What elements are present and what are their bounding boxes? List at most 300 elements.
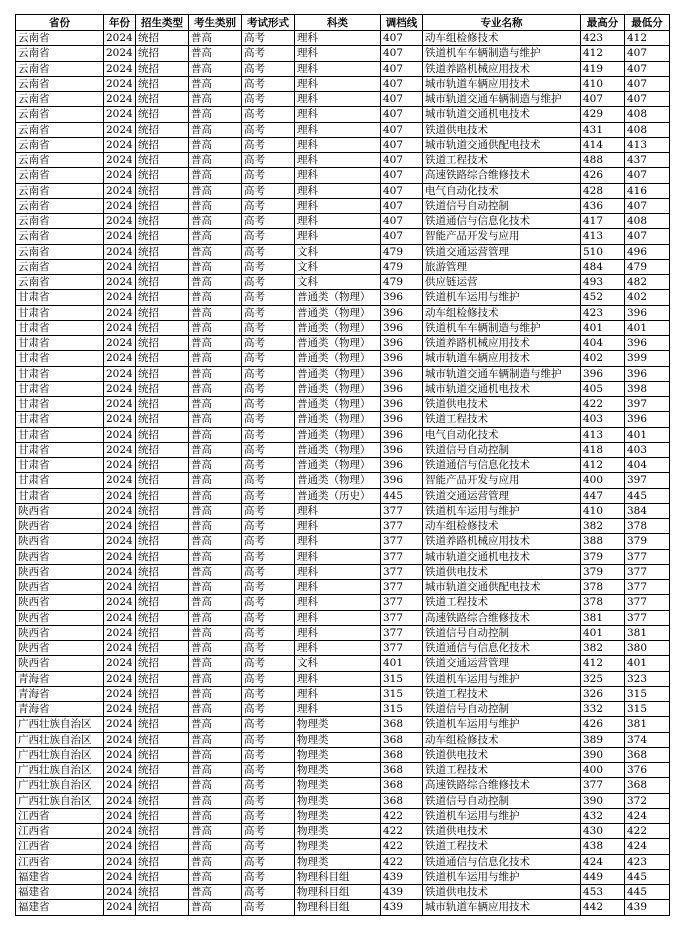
cell-min-score: 407 <box>625 92 670 107</box>
cell-min-score: 408 <box>625 122 670 137</box>
cell-min-score: 376 <box>625 763 670 778</box>
cell-major-name: 城市轨道交通机电技术 <box>423 549 581 564</box>
cell-student-category: 普高 <box>189 290 242 305</box>
cell-subject-track: 普通类（物理） <box>295 458 381 473</box>
cell-enrollment-type: 统招 <box>136 259 189 274</box>
cell-cutoff-line: 407 <box>381 168 423 183</box>
cell-min-score: 379 <box>625 534 670 549</box>
cell-enrollment-type: 统招 <box>136 519 189 534</box>
cell-exam-form: 高考 <box>242 336 295 351</box>
cell-max-score: 325 <box>581 671 625 686</box>
cell-cutoff-line: 377 <box>381 625 423 640</box>
cell-student-category: 普高 <box>189 351 242 366</box>
cell-max-score: 389 <box>581 732 625 747</box>
cell-major-name: 铁道通信与信息化技术 <box>423 214 581 229</box>
cell-max-score: 410 <box>581 76 625 91</box>
cell-min-score: 445 <box>625 869 670 884</box>
cell-year: 2024 <box>104 259 136 274</box>
cell-exam-form: 高考 <box>242 473 295 488</box>
cell-student-category: 普高 <box>189 808 242 823</box>
cell-province: 甘肃省 <box>16 458 104 473</box>
header-max-score: 最高分 <box>581 15 625 31</box>
cell-year: 2024 <box>104 458 136 473</box>
cell-exam-form: 高考 <box>242 168 295 183</box>
cell-enrollment-type: 统招 <box>136 671 189 686</box>
cell-max-score: 413 <box>581 229 625 244</box>
cell-student-category: 普高 <box>189 839 242 854</box>
header-major-name: 专业名称 <box>423 15 581 31</box>
cell-subject-track: 理科 <box>295 229 381 244</box>
cell-year: 2024 <box>104 305 136 320</box>
cell-cutoff-line: 439 <box>381 869 423 884</box>
cell-cutoff-line: 396 <box>381 442 423 457</box>
cell-student-category: 普高 <box>189 198 242 213</box>
cell-enrollment-type: 统招 <box>136 290 189 305</box>
cell-exam-form: 高考 <box>242 76 295 91</box>
cell-subject-track: 物理科目组 <box>295 900 381 915</box>
cell-major-name: 铁道养路机械应用技术 <box>423 336 581 351</box>
cell-enrollment-type: 统招 <box>136 808 189 823</box>
cell-province: 江西省 <box>16 808 104 823</box>
cell-province: 福建省 <box>16 885 104 900</box>
cell-student-category: 普高 <box>189 46 242 61</box>
cell-max-score: 449 <box>581 869 625 884</box>
cell-subject-track: 理科 <box>295 564 381 579</box>
table-row <box>16 366 670 381</box>
cell-exam-form: 高考 <box>242 641 295 656</box>
cell-year: 2024 <box>104 46 136 61</box>
cell-min-score: 399 <box>625 351 670 366</box>
cell-cutoff-line: 377 <box>381 564 423 579</box>
cell-student-category: 普高 <box>189 473 242 488</box>
cell-cutoff-line: 407 <box>381 214 423 229</box>
cell-student-category: 普高 <box>189 442 242 457</box>
cell-enrollment-type: 统招 <box>136 61 189 76</box>
cell-major-name: 铁道机车车辆制造与维护 <box>423 46 581 61</box>
cell-province: 云南省 <box>16 275 104 290</box>
header-min-score: 最低分 <box>625 15 670 31</box>
cell-enrollment-type: 统招 <box>136 824 189 839</box>
cell-subject-track: 理科 <box>295 549 381 564</box>
cell-year: 2024 <box>104 610 136 625</box>
cell-subject-track: 理科 <box>295 625 381 640</box>
cell-exam-form: 高考 <box>242 564 295 579</box>
cell-exam-form: 高考 <box>242 732 295 747</box>
cell-student-category: 普高 <box>189 168 242 183</box>
cell-year: 2024 <box>104 381 136 396</box>
cell-major-name: 动车组检修技术 <box>423 732 581 747</box>
cell-subject-track: 物理类 <box>295 763 381 778</box>
table-row <box>16 320 670 335</box>
cell-major-name: 铁道交通运营管理 <box>423 244 581 259</box>
cell-major-name: 动车组检修技术 <box>423 31 581 46</box>
cell-year: 2024 <box>104 869 136 884</box>
cell-max-score: 412 <box>581 656 625 671</box>
cell-cutoff-line: 377 <box>381 519 423 534</box>
cell-subject-track: 理科 <box>295 671 381 686</box>
cell-province: 甘肃省 <box>16 366 104 381</box>
cell-subject-track: 理科 <box>295 641 381 656</box>
cell-cutoff-line: 407 <box>381 122 423 137</box>
cell-student-category: 普高 <box>189 854 242 869</box>
cell-major-name: 铁道机车车辆制造与维护 <box>423 320 581 335</box>
cell-year: 2024 <box>104 885 136 900</box>
table-row <box>16 656 670 671</box>
table-row <box>16 92 670 107</box>
cell-subject-track: 理科 <box>295 183 381 198</box>
cell-cutoff-line: 396 <box>381 351 423 366</box>
table-row <box>16 519 670 534</box>
cell-exam-form: 高考 <box>242 625 295 640</box>
cell-exam-form: 高考 <box>242 442 295 457</box>
cell-student-category: 普高 <box>189 534 242 549</box>
cell-cutoff-line: 368 <box>381 717 423 732</box>
cell-year: 2024 <box>104 137 136 152</box>
cell-enrollment-type: 统招 <box>136 229 189 244</box>
cell-major-name: 铁道通信与信息化技术 <box>423 854 581 869</box>
cell-major-name: 电气自动化技术 <box>423 427 581 442</box>
cell-student-category: 普高 <box>189 503 242 518</box>
table-row <box>16 427 670 442</box>
cell-max-score: 405 <box>581 381 625 396</box>
table-row <box>16 854 670 869</box>
table-row <box>16 61 670 76</box>
cell-province: 江西省 <box>16 839 104 854</box>
cell-max-score: 423 <box>581 305 625 320</box>
cell-max-score: 402 <box>581 351 625 366</box>
cell-province: 云南省 <box>16 198 104 213</box>
cell-year: 2024 <box>104 473 136 488</box>
cell-enrollment-type: 统招 <box>136 137 189 152</box>
cell-exam-form: 高考 <box>242 92 295 107</box>
cell-province: 甘肃省 <box>16 290 104 305</box>
cell-year: 2024 <box>104 198 136 213</box>
cell-major-name: 铁道工程技术 <box>423 153 581 168</box>
cell-province: 甘肃省 <box>16 427 104 442</box>
table-row <box>16 747 670 762</box>
cell-min-score: 479 <box>625 259 670 274</box>
table-row <box>16 137 670 152</box>
cell-max-score: 400 <box>581 763 625 778</box>
cell-max-score: 378 <box>581 595 625 610</box>
cell-exam-form: 高考 <box>242 259 295 274</box>
cell-cutoff-line: 396 <box>381 336 423 351</box>
cell-student-category: 普高 <box>189 778 242 793</box>
cell-province: 云南省 <box>16 183 104 198</box>
cell-min-score: 403 <box>625 442 670 457</box>
cell-cutoff-line: 368 <box>381 793 423 808</box>
cell-exam-form: 高考 <box>242 503 295 518</box>
cell-subject-track: 物理类 <box>295 839 381 854</box>
admission-scores-table <box>15 14 670 916</box>
cell-subject-track: 普通类（物理） <box>295 290 381 305</box>
cell-year: 2024 <box>104 702 136 717</box>
table-row <box>16 259 670 274</box>
cell-year: 2024 <box>104 854 136 869</box>
table-row <box>16 503 670 518</box>
cell-min-score: 445 <box>625 885 670 900</box>
cell-province: 陕西省 <box>16 564 104 579</box>
cell-max-score: 379 <box>581 549 625 564</box>
cell-subject-track: 理科 <box>295 153 381 168</box>
cell-major-name: 铁道养路机械应用技术 <box>423 534 581 549</box>
cell-year: 2024 <box>104 366 136 381</box>
cell-cutoff-line: 396 <box>381 320 423 335</box>
cell-enrollment-type: 统招 <box>136 473 189 488</box>
cell-enrollment-type: 统招 <box>136 320 189 335</box>
cell-year: 2024 <box>104 61 136 76</box>
cell-enrollment-type: 统招 <box>136 92 189 107</box>
cell-cutoff-line: 407 <box>381 198 423 213</box>
cell-province: 云南省 <box>16 76 104 91</box>
cell-exam-form: 高考 <box>242 778 295 793</box>
cell-exam-form: 高考 <box>242 137 295 152</box>
cell-student-category: 普高 <box>189 336 242 351</box>
cell-min-score: 422 <box>625 824 670 839</box>
table-row <box>16 305 670 320</box>
cell-subject-track: 文科 <box>295 244 381 259</box>
cell-year: 2024 <box>104 824 136 839</box>
cell-min-score: 496 <box>625 244 670 259</box>
cell-province: 云南省 <box>16 244 104 259</box>
cell-student-category: 普高 <box>189 183 242 198</box>
cell-max-score: 510 <box>581 244 625 259</box>
cell-enrollment-type: 统招 <box>136 488 189 503</box>
cell-province: 甘肃省 <box>16 305 104 320</box>
cell-province: 陕西省 <box>16 610 104 625</box>
cell-exam-form: 高考 <box>242 198 295 213</box>
cell-max-score: 488 <box>581 153 625 168</box>
cell-max-score: 422 <box>581 397 625 412</box>
table-row <box>16 671 670 686</box>
cell-max-score: 417 <box>581 214 625 229</box>
cell-province: 甘肃省 <box>16 336 104 351</box>
cell-max-score: 412 <box>581 46 625 61</box>
cell-province: 云南省 <box>16 61 104 76</box>
cell-province: 甘肃省 <box>16 320 104 335</box>
cell-year: 2024 <box>104 397 136 412</box>
cell-enrollment-type: 统招 <box>136 839 189 854</box>
cell-year: 2024 <box>104 671 136 686</box>
cell-year: 2024 <box>104 534 136 549</box>
cell-student-category: 普高 <box>189 92 242 107</box>
cell-exam-form: 高考 <box>242 107 295 122</box>
cell-year: 2024 <box>104 808 136 823</box>
cell-major-name: 铁道供电技术 <box>423 824 581 839</box>
table-row <box>16 549 670 564</box>
cell-subject-track: 物理类 <box>295 747 381 762</box>
cell-student-category: 普高 <box>189 320 242 335</box>
cell-student-category: 普高 <box>189 519 242 534</box>
cell-province: 青海省 <box>16 671 104 686</box>
cell-min-score: 381 <box>625 625 670 640</box>
cell-min-score: 384 <box>625 503 670 518</box>
table-row <box>16 107 670 122</box>
cell-min-score: 482 <box>625 275 670 290</box>
cell-min-score: 323 <box>625 671 670 686</box>
cell-enrollment-type: 统招 <box>136 381 189 396</box>
cell-cutoff-line: 479 <box>381 244 423 259</box>
cell-cutoff-line: 422 <box>381 854 423 869</box>
cell-year: 2024 <box>104 839 136 854</box>
cell-exam-form: 高考 <box>242 519 295 534</box>
cell-enrollment-type: 统招 <box>136 397 189 412</box>
cell-subject-track: 物理类 <box>295 778 381 793</box>
cell-province: 青海省 <box>16 702 104 717</box>
cell-subject-track: 理科 <box>295 198 381 213</box>
cell-province: 广西壮族自治区 <box>16 778 104 793</box>
cell-year: 2024 <box>104 595 136 610</box>
cell-student-category: 普高 <box>189 580 242 595</box>
table-row <box>16 625 670 640</box>
cell-cutoff-line: 401 <box>381 656 423 671</box>
cell-province: 云南省 <box>16 46 104 61</box>
cell-min-score: 437 <box>625 153 670 168</box>
table-row <box>16 412 670 427</box>
table-row <box>16 244 670 259</box>
cell-province: 陕西省 <box>16 549 104 564</box>
cell-exam-form: 高考 <box>242 656 295 671</box>
cell-min-score: 377 <box>625 564 670 579</box>
cell-province: 云南省 <box>16 137 104 152</box>
cell-subject-track: 物理类 <box>295 854 381 869</box>
cell-province: 广西壮族自治区 <box>16 717 104 732</box>
table-row <box>16 31 670 46</box>
cell-min-score: 416 <box>625 183 670 198</box>
cell-province: 江西省 <box>16 854 104 869</box>
table-row <box>16 46 670 61</box>
cell-student-category: 普高 <box>189 397 242 412</box>
table-row <box>16 122 670 137</box>
header-student-category: 考生类别 <box>189 15 242 31</box>
cell-max-score: 413 <box>581 427 625 442</box>
cell-cutoff-line: 368 <box>381 747 423 762</box>
cell-province: 甘肃省 <box>16 381 104 396</box>
cell-year: 2024 <box>104 229 136 244</box>
cell-subject-track: 物理类 <box>295 824 381 839</box>
cell-max-score: 379 <box>581 564 625 579</box>
cell-student-category: 普高 <box>189 137 242 152</box>
cell-subject-track: 普通类（物理） <box>295 336 381 351</box>
cell-exam-form: 高考 <box>242 366 295 381</box>
cell-max-score: 424 <box>581 854 625 869</box>
cell-student-category: 普高 <box>189 259 242 274</box>
cell-cutoff-line: 422 <box>381 824 423 839</box>
header-subject-track: 科类 <box>295 15 381 31</box>
cell-cutoff-line: 407 <box>381 76 423 91</box>
cell-max-score: 493 <box>581 275 625 290</box>
cell-exam-form: 高考 <box>242 320 295 335</box>
cell-cutoff-line: 396 <box>381 427 423 442</box>
cell-subject-track: 理科 <box>295 519 381 534</box>
cell-major-name: 铁道机车运用与维护 <box>423 290 581 305</box>
cell-exam-form: 高考 <box>242 412 295 427</box>
cell-year: 2024 <box>104 153 136 168</box>
cell-student-category: 普高 <box>189 427 242 442</box>
header-exam-form: 考试形式 <box>242 15 295 31</box>
cell-student-category: 普高 <box>189 549 242 564</box>
cell-province: 云南省 <box>16 31 104 46</box>
table-row <box>16 488 670 503</box>
cell-cutoff-line: 439 <box>381 885 423 900</box>
cell-max-score: 412 <box>581 458 625 473</box>
table-row <box>16 808 670 823</box>
cell-max-score: 326 <box>581 686 625 701</box>
table-row <box>16 641 670 656</box>
cell-enrollment-type: 统招 <box>136 656 189 671</box>
cell-major-name: 供应链运营 <box>423 275 581 290</box>
cell-max-score: 378 <box>581 580 625 595</box>
cell-exam-form: 高考 <box>242 595 295 610</box>
cell-subject-track: 理科 <box>295 107 381 122</box>
cell-student-category: 普高 <box>189 229 242 244</box>
table-row <box>16 275 670 290</box>
cell-major-name: 铁道工程技术 <box>423 839 581 854</box>
cell-major-name: 铁道机车运用与维护 <box>423 717 581 732</box>
cell-major-name: 动车组检修技术 <box>423 305 581 320</box>
cell-major-name: 铁道机车运用与维护 <box>423 503 581 518</box>
cell-major-name: 城市轨道交通供配电技术 <box>423 137 581 152</box>
cell-cutoff-line: 396 <box>381 381 423 396</box>
table-row <box>16 885 670 900</box>
cell-exam-form: 高考 <box>242 610 295 625</box>
cell-min-score: 377 <box>625 549 670 564</box>
cell-min-score: 368 <box>625 747 670 762</box>
cell-enrollment-type: 统招 <box>136 168 189 183</box>
cell-subject-track: 理科 <box>295 503 381 518</box>
cell-subject-track: 理科 <box>295 534 381 549</box>
cell-exam-form: 高考 <box>242 900 295 915</box>
cell-max-score: 484 <box>581 259 625 274</box>
cell-exam-form: 高考 <box>242 305 295 320</box>
cell-enrollment-type: 统招 <box>136 122 189 137</box>
cell-subject-track: 普通类（物理） <box>295 427 381 442</box>
cell-exam-form: 高考 <box>242 244 295 259</box>
cell-province: 陕西省 <box>16 641 104 656</box>
cell-enrollment-type: 统招 <box>136 717 189 732</box>
table-row <box>16 824 670 839</box>
cell-year: 2024 <box>104 351 136 366</box>
cell-min-score: 368 <box>625 778 670 793</box>
cell-major-name: 铁道信号自动控制 <box>423 793 581 808</box>
cell-province: 云南省 <box>16 122 104 137</box>
cell-min-score: 439 <box>625 900 670 915</box>
cell-province: 陕西省 <box>16 503 104 518</box>
cell-min-score: 402 <box>625 290 670 305</box>
cell-province: 云南省 <box>16 107 104 122</box>
cell-student-category: 普高 <box>189 641 242 656</box>
cell-min-score: 396 <box>625 412 670 427</box>
cell-cutoff-line: 407 <box>381 46 423 61</box>
cell-max-score: 403 <box>581 412 625 427</box>
table-row <box>16 351 670 366</box>
cell-enrollment-type: 统招 <box>136 900 189 915</box>
cell-cutoff-line: 377 <box>381 610 423 625</box>
cell-min-score: 401 <box>625 320 670 335</box>
cell-min-score: 378 <box>625 519 670 534</box>
cell-cutoff-line: 407 <box>381 31 423 46</box>
cell-cutoff-line: 396 <box>381 458 423 473</box>
cell-exam-form: 高考 <box>242 747 295 762</box>
cell-max-score: 396 <box>581 366 625 381</box>
cell-year: 2024 <box>104 92 136 107</box>
cell-subject-track: 普通类（物理） <box>295 412 381 427</box>
cell-exam-form: 高考 <box>242 885 295 900</box>
cell-min-score: 380 <box>625 641 670 656</box>
cell-subject-track: 理科 <box>295 46 381 61</box>
cell-min-score: 407 <box>625 76 670 91</box>
cell-major-name: 城市轨道交通供配电技术 <box>423 580 581 595</box>
